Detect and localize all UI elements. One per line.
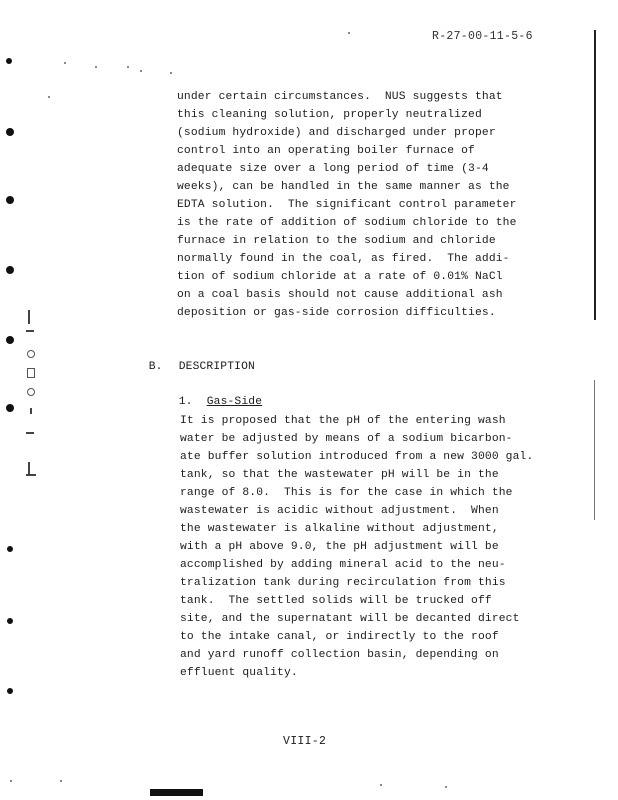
binder-hole (7, 546, 13, 552)
binder-hole (7, 688, 13, 694)
scan-speck (95, 66, 97, 68)
text-line: site, and the supernatant will be decanted direct (180, 613, 520, 625)
text-line: deposition or gas-side corrosion difficulties. (177, 307, 496, 319)
text-line: EDTA solution. The significant control parameter (177, 199, 517, 211)
scan-speck (127, 66, 129, 68)
scan-edge-line (594, 30, 596, 320)
scan-bar (150, 789, 203, 796)
margin-mark (28, 310, 30, 324)
margin-mark (26, 432, 34, 434)
text-line: on a coal basis should not cause additional ash (177, 289, 503, 301)
text-line: water be adjusted by means of a sodium bicarbon- (180, 433, 513, 445)
scan-speck (48, 96, 50, 98)
section-title: DESCRIPTION (178, 361, 255, 373)
text-line: under certain circumstances. NUS suggests that (177, 91, 503, 103)
text-line: is the rate of addition of sodium chloride to the (177, 217, 517, 229)
margin-mark (26, 474, 36, 476)
text-line: furnace in relation to the sodium and chloride (177, 235, 496, 247)
text-line: ate buffer solution introduced from a new 3000 gal. (180, 451, 534, 463)
binder-hole (6, 266, 14, 274)
text-line: It is proposed that the pH of the entering wash (180, 415, 506, 427)
paragraph-1 (177, 88, 537, 322)
scan-speck (60, 780, 62, 782)
text-line: tion of sodium chloride at a rate of 0.01% NaCl (177, 271, 503, 283)
text-line: with a pH above 9.0, the pH adjustment will be (180, 541, 499, 553)
scan-speck (170, 72, 172, 74)
margin-mark (27, 388, 35, 396)
text-line: effluent quality. (180, 667, 298, 679)
binder-hole (6, 58, 12, 64)
scan-speck (445, 786, 447, 788)
margin-mark (30, 408, 32, 414)
text-line: tank. The settled solids will be trucked off (180, 595, 492, 607)
text-line: adequate size over a long period of time (3-4 (177, 163, 489, 175)
text-line: weeks), can be handled in the same manner as the (177, 181, 510, 193)
binder-hole (6, 336, 14, 344)
margin-mark (27, 368, 35, 378)
binder-hole (6, 196, 14, 204)
scan-speck (64, 62, 66, 64)
scan-speck (140, 70, 142, 72)
page-number: VIII-2 (283, 735, 327, 748)
subsection-title: Gas-Side (206, 396, 263, 408)
section-heading (121, 340, 255, 373)
text-line: (sodium hydroxide) and discharged under proper (177, 127, 496, 139)
subsection-number: 1. (178, 396, 193, 408)
text-line: range of 8.0. This is for the case in which the (180, 487, 513, 499)
scan-speck (348, 32, 350, 34)
text-line: the wastewater is alkaline without adjustment, (180, 523, 499, 535)
paragraph-2 (180, 412, 540, 682)
text-line: to the intake canal, or indirectly to the roof (180, 631, 499, 643)
scan-speck (10, 780, 12, 782)
text-line: normally found in the coal, as fired. The addi- (177, 253, 510, 265)
text-line: control into an operating boiler furnace of (177, 145, 475, 157)
section-letter: B. (148, 361, 163, 373)
binder-hole (6, 128, 14, 136)
subsection-heading (151, 375, 263, 408)
scan-edge-line (594, 380, 595, 520)
text-line: tank, so that the wastewater pH will be in the (180, 469, 499, 481)
scan-speck (380, 784, 382, 786)
binder-hole (7, 618, 13, 624)
text-line: and yard runoff collection basin, depending on (180, 649, 499, 661)
text-line: tralization tank during recirculation from this (180, 577, 506, 589)
margin-mark (26, 330, 34, 332)
document-id: R-27-00-11-5-6 (432, 30, 533, 43)
binder-hole (6, 404, 14, 412)
margin-mark (27, 350, 35, 358)
text-line: wastewater is acidic without adjustment. When (180, 505, 499, 517)
text-line: accomplished by adding mineral acid to the neu- (180, 559, 506, 571)
text-line: this cleaning solution, properly neutralized (177, 109, 482, 121)
